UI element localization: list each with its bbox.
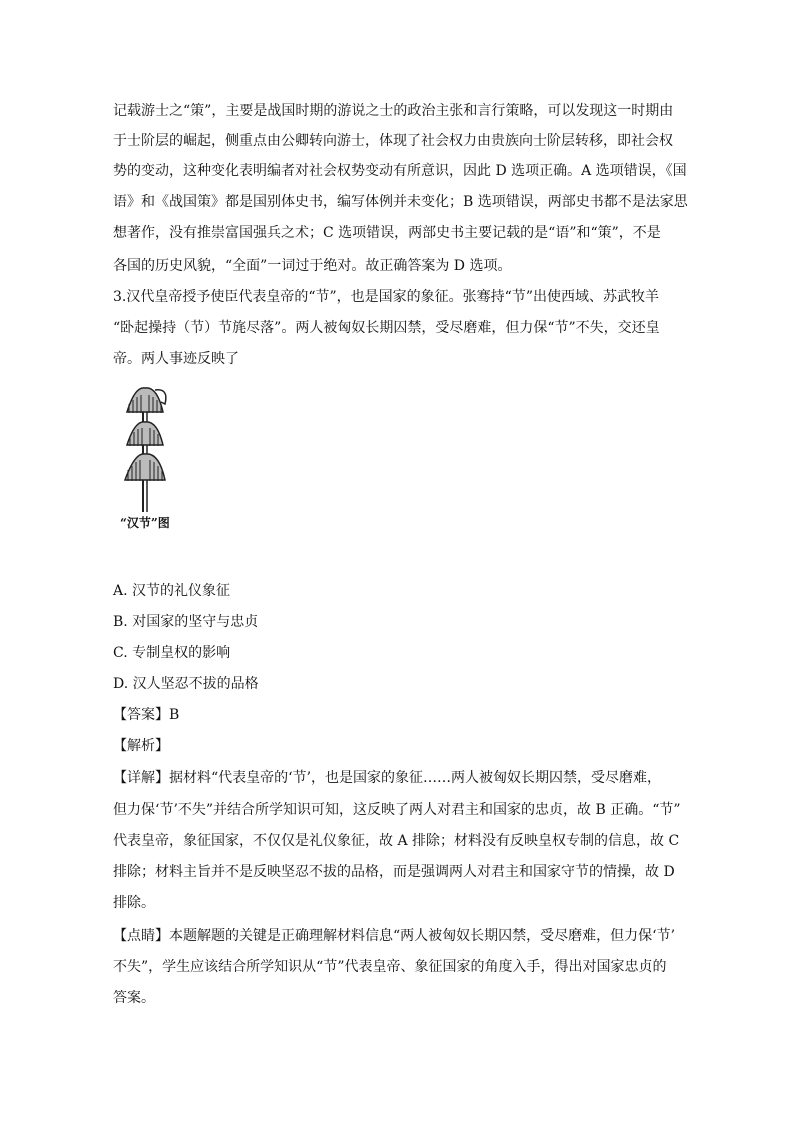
option-c: C. 专制皇权的影响 (113, 645, 231, 661)
tip-line: 不失”，学生应该结合所学知识从“节”代表皇帝、象征国家的角度入手，得出对国家忠贞的 (113, 959, 667, 975)
detail-line: 排除；材料主旨并不是反映坚忍不拔的品格，而是强调两人对君主和国家守节的情操，故 D (113, 864, 675, 880)
figure-caption: “汉节”图 (120, 516, 170, 530)
text-line: 于士阶层的崛起，侧重点由公卿转向游士，体现了社会权力由贵族向士阶层转移，即社会权 (113, 133, 673, 149)
text-line: 语》和《战国策》都是国别体史书，编写体例并未变化；B 选项错误，两部史书都不是法家思 (113, 194, 688, 210)
detail-line: 排除。 (113, 895, 155, 911)
question-line: “卧起操持（节）节旄尽落”。两人被匈奴长期囚禁，受尽磨难，但力保“节”不失，交还皇 (113, 320, 660, 336)
question-line: 3.汉代皇帝授予使臣代表皇帝的“节”，也是国家的象征。张骞持“节”出使西域、苏武牧羊 (113, 289, 659, 305)
answer: 【答案】B (113, 707, 180, 723)
text-line: 记载游士之“策”，主要是战国时期的游说之士的政治主张和言行策略，可以发现这一时期由 (113, 103, 674, 119)
detail-line: 但力保‘节’不失”并结合所学知识可知，这反映了两人对君主和国家的忠贞，故 B 正确。“节” (113, 802, 681, 818)
option-b: B. 对国家的坚守与忠贞 (113, 614, 259, 630)
question-line: 帝。两人事迹反映了 (113, 351, 239, 367)
option-a: A. 汉节的礼仪象征 (113, 583, 231, 599)
analysis-heading: 【解析】 (113, 738, 169, 754)
text-line: 想著作，没有推崇富国强兵之术；C 选项错误，两部史书主要记载的是“语”和“策”，不是 (113, 225, 661, 241)
text-line: 势的变动，这种变化表明编者对社会权势变动有所意识，因此 D 选项正确。A 选项错误，《国 (113, 163, 687, 179)
tip-line: 答案。 (113, 990, 155, 1006)
detail-line: 代表皇帝，象征国家，不仅仅是礼仪象征，故 A 排除；材料没有反映皇权专制的信息，故 C (113, 833, 680, 849)
option-d: D. 汉人坚忍不拔的品格 (113, 676, 259, 692)
text-line: 各国的历史风貌，“全面”一词过于绝对。故正确答案为 D 选项。 (113, 258, 512, 274)
detail-line: 【详解】据材料“代表皇帝的‘节’，也是国家的象征……两人被匈奴长期囚禁，受尽磨难， (113, 770, 662, 786)
tip-line: 【点睛】本题解题的关键是正确理解材料信息“两人被匈奴长期囚禁，受尽磨难，但力保‘节’ (113, 928, 676, 944)
